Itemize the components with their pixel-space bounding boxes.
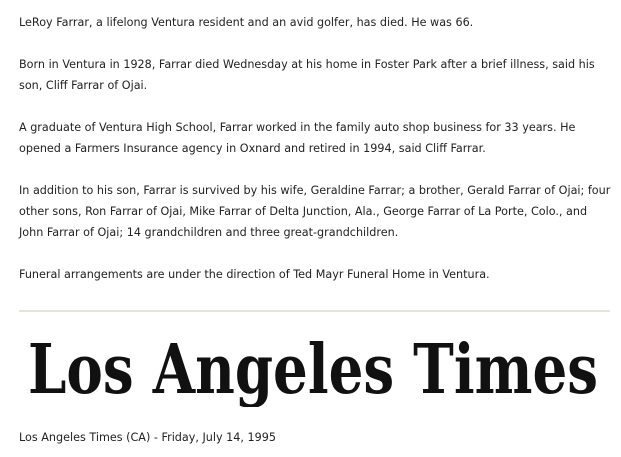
article-paragraph: In addition to his son, Farrar is survived by his wife, Geraldine Farrar; a brother, Gerald Farrar of Ojai; four other sons, Ron Farrar of Ojai, Mike Farrar of Delta Junction, Ala., George Farrar of La Porte, Colo., and John Farrar of Ojai; 14 grandchildren and three great-grandchildren. <box>19 184 611 239</box>
newspaper-logo-graphic <box>28 331 598 407</box>
article-paragraph: LeRoy Farrar, a lifelong Ventura resident and an avid golfer, has died. He was 66. <box>19 16 474 29</box>
newspaper-logo-text: Los Angeles Times <box>28 331 598 407</box>
source-citation: Los Angeles Times (CA) - Friday, July 14, 1995 <box>19 431 276 444</box>
section-divider <box>19 310 610 312</box>
article-paragraph: Born in Ventura in 1928, Farrar died Wednesday at his home in Foster Park after a brief illness, said his son, Cliff Farrar of Ojai. <box>19 58 595 92</box>
newspaper-logo <box>28 331 598 407</box>
article-paragraph: A graduate of Ventura High School, Farrar worked in the family auto shop business for 33 years. He opened a Farmers Insurance agency in Oxnard and retired in 1994, said Cliff Farrar. <box>19 121 576 155</box>
article-paragraph: Funeral arrangements are under the direction of Ted Mayr Funeral Home in Ventura. <box>19 268 490 281</box>
article-body <box>19 12 611 285</box>
